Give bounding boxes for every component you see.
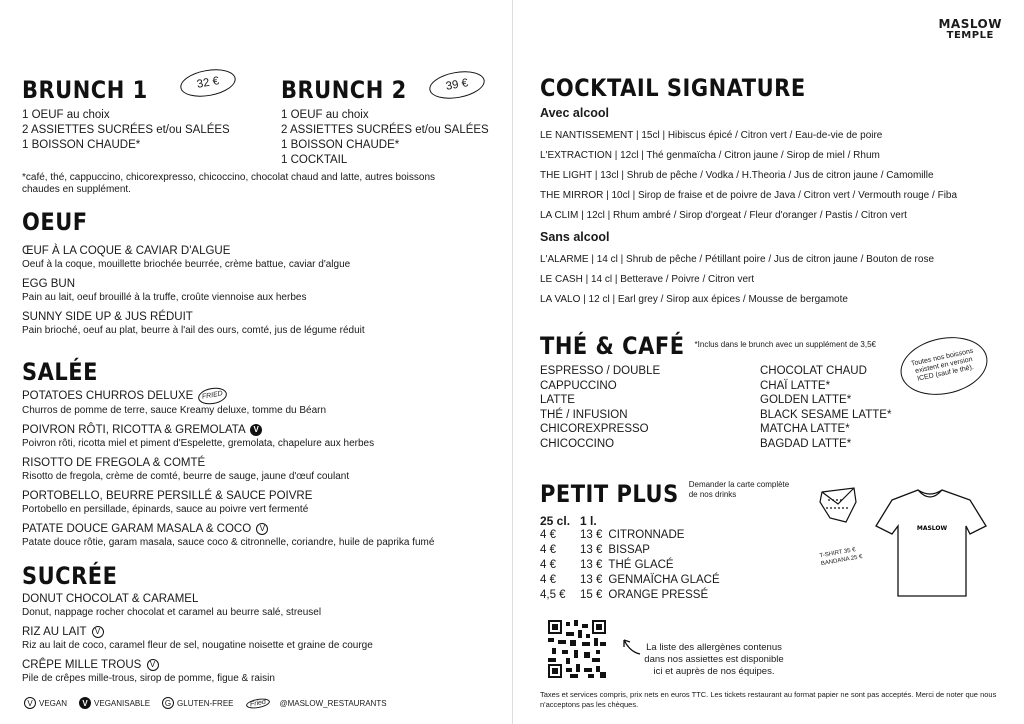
- dish-desc: Pain brioché, oeuf au plat, beurre à l'ail des ours, comté, jus de légume réduit: [22, 325, 365, 336]
- drink-item: THÉ / INFUSION: [540, 408, 628, 421]
- drink-item: CHAÏ LATTE*: [760, 379, 831, 392]
- brunch-item: 1 COCKTAIL: [281, 154, 348, 166]
- cocktail-section: [540, 74, 1010, 310]
- dish-name: DONUT CHOCOLAT & CARAMEL: [22, 593, 199, 605]
- brunch-item: 1 BOISSON CHAUDE*: [281, 139, 400, 151]
- col-header: 1 l.: [580, 514, 597, 528]
- tshirt-brand: MASLOW: [916, 525, 948, 532]
- legend-gluten-free: G GLUTEN-FREE: [160, 697, 233, 709]
- sucree-title: SUCRÉE: [22, 562, 118, 590]
- drink-item: GOLDEN LATTE*: [760, 394, 852, 406]
- petit-plus-note: Demander la carte complète de nos drinks: [688, 480, 790, 499]
- brunch-item: 2 ASSIETTES SUCRÉES et/ou SALÉES: [281, 124, 489, 136]
- drink-item: MATCHA LATTE*: [760, 423, 850, 435]
- brunch-item: 2 ASSIETTES SUCRÉES et/ou SALÉES: [22, 124, 230, 136]
- dish-desc: Poivron rôti, ricotta miel et piment d'Espelette, gremolata, chapelure aux herbes: [22, 438, 375, 449]
- dish-name: PORTOBELLO, BEURRE PERSILLÉ & SAUCE POIVRE: [22, 490, 313, 502]
- oeuf-title: OEUF: [22, 208, 88, 236]
- diet-legend: [22, 697, 387, 709]
- dish-desc: Riz au lait de coco, caramel fleur de sel, nougatine noisette et graine de courge: [22, 640, 373, 651]
- brunch-2-price: 39 €: [427, 67, 487, 102]
- dish: [22, 244, 502, 271]
- table-row: 4 € 13 € CITRONNADE: [540, 529, 685, 541]
- dish: [22, 310, 502, 337]
- bandana-icon: [820, 488, 856, 522]
- vegan-icon: V: [250, 424, 262, 436]
- dish: [22, 456, 502, 483]
- veganisable-icon: V: [92, 626, 104, 638]
- dish-desc: Oeuf à la coque, mouillette briochée beurrée, crème battue, caviar d'algue: [22, 259, 351, 270]
- brunch-1-items: [22, 108, 267, 153]
- arrow-icon: [620, 636, 642, 658]
- dish: [22, 658, 502, 685]
- dish-name: POIVRON RÔTI, RICOTTA & GREMOLATA V: [22, 423, 502, 437]
- veganisable-icon: V: [147, 659, 159, 671]
- drink-item: CHICOCCINO: [540, 437, 615, 450]
- brunch-2-items: [281, 108, 526, 168]
- gluten-free-icon: G: [162, 697, 174, 709]
- iced-stamp: Toutes nos boissons existent en version ICED (sauf le thé).: [895, 329, 993, 402]
- drink-item: CAPPUCCINO: [540, 379, 617, 392]
- dish-desc: Pain au lait, oeuf brouillé à la truffe, croûte viennoise aux herbes: [22, 292, 307, 303]
- dish-name: RISOTTO DE FREGOLA & COMTÉ: [22, 457, 206, 469]
- fried-badge-icon: FRIED: [197, 386, 228, 407]
- footer-note: Taxes et services compris, prix nets en euros TTC. Les tickets restaurant au format papier ne sont pas acceptés. Merci de noter que nous n'acceptons pas les chèques.: [540, 690, 997, 709]
- cocktail-row: THE MIRROR | 10cl | Sirop de fraise et de poivre de Java / Citron vert / Vermouth rouge / Fiba: [540, 190, 958, 201]
- qr-code-icon[interactable]: [548, 620, 606, 678]
- dish: [22, 489, 502, 516]
- cocktail-row: L'EXTRACTION | 12cl | Thé genmaïcha / Citron jaune / Sirop de miel / Rhum: [540, 150, 880, 161]
- the-cafe-title: THÉ & CAFÉ: [540, 332, 685, 360]
- table-row: 4 € 13 € GENMAÏCHA GLACÉ: [540, 574, 720, 586]
- drink-item: BLACK SESAME LATTE*: [760, 408, 892, 421]
- brunch-item: 1 BOISSON CHAUDE*: [22, 139, 141, 151]
- oeuf-section: [22, 208, 502, 343]
- cocktail-row: L'ALARME | 14 cl | Shrub de pêche / Pétillant poire / Jus de citron jaune / Bouton de rose: [540, 254, 934, 265]
- petit-plus-title: PETIT PLUS: [540, 480, 679, 508]
- veganisable-icon: V: [24, 697, 36, 709]
- tshirt-icon: [876, 490, 986, 596]
- table-row: 4,5 € 15 € ORANGE PRESSÉ: [540, 589, 709, 601]
- dish-desc: Churros de pomme de terre, sauce Kreamy deluxe, tomme du Béarn: [22, 405, 327, 416]
- cocktail-row: LA CLIM | 12cl | Rhum ambré / Sirop d'orgeat / Fleur d'oranger / Pastis / Citron vert: [540, 210, 907, 221]
- dish-desc: Donut, nappage rocher chocolat et caramel au beurre salé, streusel: [22, 607, 322, 618]
- brunch-item: 1 OEUF au choix: [281, 109, 369, 121]
- dish-name: EGG BUN: [22, 278, 76, 290]
- dish: [22, 277, 502, 304]
- petit-plus-table: [540, 514, 726, 603]
- drink-item: ESPRESSO / DOUBLE: [540, 365, 661, 377]
- fried-badge-icon: Fried: [245, 696, 270, 709]
- cocktail-title: COCKTAIL SIGNATURE: [540, 74, 806, 102]
- dish: [22, 423, 502, 450]
- legend-veganisable: V VEGANISABLE: [77, 697, 150, 709]
- drink-item: LATTE: [540, 394, 575, 406]
- dish: [22, 522, 502, 549]
- cocktail-row: LE NANTISSEMENT | 15cl | Hibiscus épicé / Citron vert / Eau-de-vie de poire: [540, 130, 883, 141]
- dish-desc: Pile de crêpes mille-trous, sirop de pomme, figue & raisin: [22, 673, 275, 684]
- avec-alcool-heading: Avec alcool: [540, 106, 610, 120]
- the-cafe-section: [540, 332, 1010, 451]
- instagram-handle: @MASLOW_RESTAURANTS: [279, 698, 387, 708]
- drink-item: CHOCOLAT CHAUD: [760, 365, 867, 377]
- dish-name: RIZ AU LAIT V: [22, 625, 502, 639]
- the-cafe-note: *Inclus dans le brunch avec un supplément de 3,5€: [694, 339, 876, 349]
- dish-desc: Portobello en persillade, épinards, sauce au poivre vert fermenté: [22, 504, 309, 515]
- dish: [22, 388, 502, 417]
- salee-section: [22, 358, 502, 555]
- merch-prices: T-SHIRT 35 € BANDANA 25 €: [819, 547, 863, 568]
- brunch-1-price: 32 €: [178, 65, 238, 100]
- brunch-1-title: BRUNCH 1: [22, 76, 148, 104]
- cocktail-row: LE CASH | 14 cl | Betterave / Poivre / Citron vert: [540, 274, 755, 285]
- brunch-2: [281, 76, 526, 168]
- col-header: 25 cl.: [540, 514, 571, 528]
- dish-name: POTATOES CHURROS DELUXE FRIED: [22, 388, 502, 404]
- sucree-section: [22, 562, 502, 691]
- table-row: 4 € 13 € BISSAP: [540, 544, 650, 556]
- dish-desc: Patate douce rôtie, garam masala, sauce coco & citronnelle, coriandre, huile de paprika fumé: [22, 537, 435, 548]
- cocktail-row: LA VALO | 12 cl | Earl grey / Sirop aux épices / Mousse de bergamote: [540, 294, 848, 305]
- brunch-item: 1 OEUF au choix: [22, 109, 110, 121]
- veganisable-icon: V: [256, 523, 268, 535]
- dish: [22, 592, 502, 619]
- table-row: 4 € 13 € THÉ GLACÉ: [540, 559, 674, 571]
- dish: [22, 625, 502, 652]
- sans-alcool-heading: Sans alcool: [540, 230, 610, 244]
- drink-item: BAGDAD LATTE*: [760, 437, 852, 450]
- allergen-note: La liste des allergènes contenus dans nos assiettes est disponible ici et auprès de nos équipes.: [644, 642, 784, 677]
- drink-item: CHICOREXPRESSO: [540, 423, 649, 435]
- dish-desc: Risotto de fregola, crème de comté, beurre de sauge, jaune d'œuf coulant: [22, 471, 350, 482]
- dish-name: CRÊPE MILLE TROUS V: [22, 658, 502, 672]
- merch-illustration: [810, 478, 1010, 608]
- brunch-note: *café, thé, cappuccino, chicorexpresso, chicoccino, chocolat chaud and latte, autres boissons chaudes en supplément.: [22, 172, 436, 195]
- cocktail-row: THE LIGHT | 13cl | Shrub de pêche / Vodka / H.Theoria / Jus de citron jaune / Camomille: [540, 170, 934, 181]
- brunch-2-title: BRUNCH 2: [281, 76, 407, 104]
- maslow-temple-logo: MASLOW TEMPLE: [938, 17, 1002, 41]
- salee-title: SALÉE: [22, 358, 98, 386]
- brunch-1: [22, 76, 267, 153]
- legend-vegan: V VEGAN: [22, 697, 67, 709]
- dish-name: PATATE DOUCE GARAM MASALA & COCO V: [22, 522, 502, 536]
- dish-name: SUNNY SIDE UP & JUS RÉDUIT: [22, 311, 193, 323]
- dish-name: ŒUF À LA COQUE & CAVIAR D'ALGUE: [22, 245, 231, 257]
- vegan-icon: V: [79, 697, 91, 709]
